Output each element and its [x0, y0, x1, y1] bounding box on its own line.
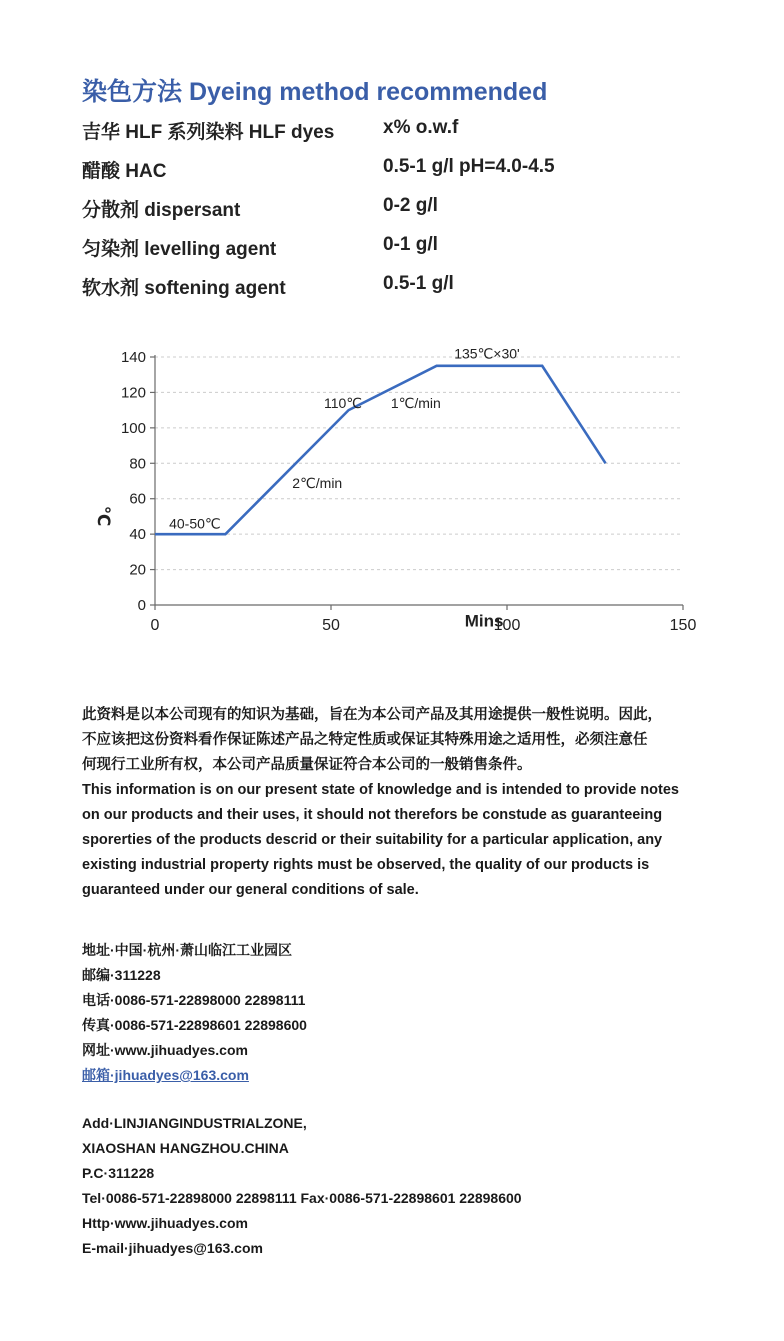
phone-cn: 电话·0086-571-22898000 22898111 — [82, 992, 306, 1008]
contact-en — [82, 1111, 522, 1261]
recipe-value: 0.5-1 g/l pH=4.0-4.5 — [383, 156, 555, 177]
chart-annotation: 2℃/min — [292, 474, 343, 491]
fax-cn: 传真·0086-571-22898601 22898600 — [82, 1017, 307, 1033]
page-title: 染色方法 Dyeing method recommended — [82, 78, 548, 106]
disclaimer — [82, 703, 732, 903]
chart-annotation: 135℃×30' — [454, 345, 520, 362]
contact-cn — [82, 938, 307, 1088]
y-tick-label: 60 — [129, 490, 146, 508]
y-tick-label: 0 — [137, 597, 146, 614]
x-axis-label: Mins — [464, 611, 504, 631]
recipe-value: x% o.w.f — [383, 117, 459, 138]
website-cn: 网址·www.jihuadyes.com — [82, 1042, 248, 1058]
disclaimer-cn-line: 不应该把这份资料看作保证陈述产品之特定性质或保证其特殊用途之适用性，必须注意任 — [82, 732, 648, 748]
chart-annotation: 110℃ — [323, 395, 363, 412]
y-tick-label: 120 — [120, 384, 146, 402]
recipe-value: 0-1 g/l — [383, 234, 438, 255]
address-line-1: Add·LINJIANGINDUSTRIALZONE, — [82, 1115, 307, 1131]
recipe-label: 软水剂 softening agent — [82, 278, 286, 299]
disclaimer-en-line: sporerties of the products descrid or their suitability for a particular application, any — [82, 832, 663, 848]
disclaimer-cn-line: 何现行工业所有权，本公司产品质量保证符合本公司的一般销售条件。 — [82, 757, 532, 773]
x-tick-label: 100 — [493, 617, 521, 634]
temperature-profile-line — [155, 366, 606, 534]
recipe-label: 吉华 HLF 系列染料 HLF dyes — [82, 122, 335, 143]
x-tick-label: 50 — [322, 617, 340, 634]
chart-annotation: 1℃/min — [390, 395, 441, 412]
tel-fax-en: Tel·0086-571-22898000 22898111 Fax·0086-571-22898601 22898600 — [82, 1190, 522, 1206]
disclaimer-cn-line: 此资料是以本公司现有的知识为基础，旨在为本公司产品及其用途提供一般性说明。因此， — [82, 707, 662, 723]
y-tick-label: 80 — [129, 455, 146, 473]
chart-annotation: 40-50℃ — [169, 515, 221, 532]
email-link-cn[interactable]: 邮箱·jihuadyes@163.com — [82, 1067, 249, 1083]
disclaimer-en-line: on our products and their uses, it should not therefors be constude as guaranteeing — [82, 807, 663, 823]
address-line-2: XIAOSHAN HANGZHOU.CHINA — [82, 1140, 289, 1156]
y-tick-label: 140 — [120, 349, 146, 366]
recipe-label: 醋酸 HAC — [82, 161, 167, 182]
postcode-en: P.C·311228 — [82, 1165, 155, 1181]
disclaimer-en-line: existing industrial property rights must be observed, the quality of our products is — [82, 857, 650, 873]
y-tick-label: 40 — [129, 526, 146, 544]
recipe-value: 0.5-1 g/l — [383, 273, 454, 294]
dyeing-temperature-chart — [80, 330, 720, 650]
x-tick-label: 0 — [150, 617, 160, 634]
y-tick-label: 20 — [129, 561, 146, 579]
recipe-label: 匀染剂 levelling agent — [82, 239, 277, 260]
y-axis-label: ℃ — [94, 505, 113, 527]
x-tick-label: 150 — [669, 617, 697, 634]
recipe-value: 0-2 g/l — [383, 195, 438, 216]
address-cn: 地址·中国·杭州·萧山临江工业园区 — [82, 942, 292, 958]
recipe-label: 分散剂 dispersant — [82, 200, 241, 221]
postcode-cn: 邮编·311228 — [82, 967, 161, 983]
y-tick-label: 100 — [120, 419, 146, 437]
disclaimer-en-line: This information is on our present state of knowledge and is intended to provide notes — [82, 782, 679, 798]
website-en: Http·www.jihuadyes.com — [82, 1215, 248, 1231]
disclaimer-en-line: guaranteed under our general conditions of sale. — [82, 882, 419, 898]
email-en: E-mail·jihuadyes@163.com — [82, 1240, 263, 1256]
